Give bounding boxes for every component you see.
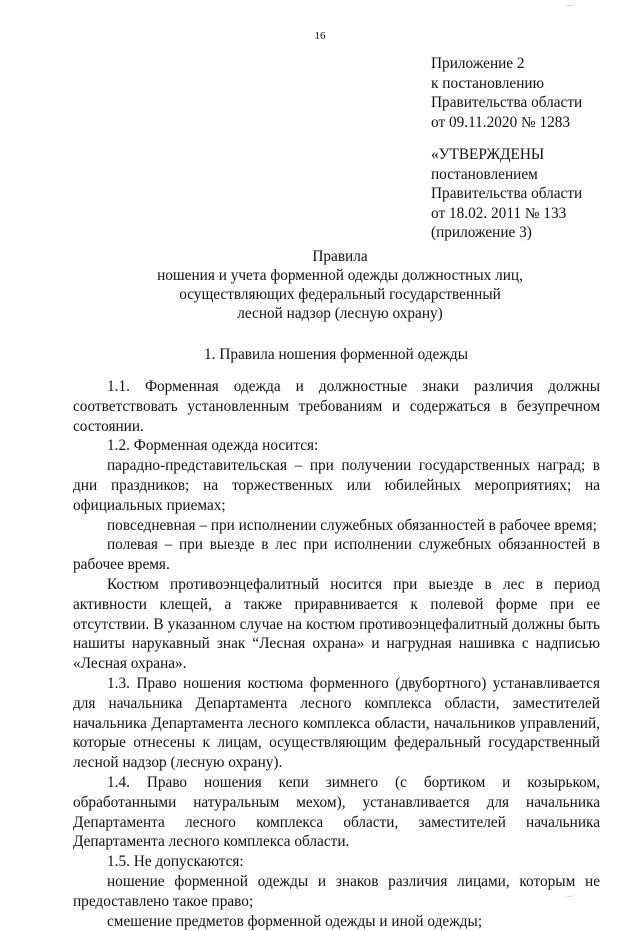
- paragraph: полевая – при выезде в лес при исполнении служебных обязанностей в рабочее время.: [73, 536, 600, 574]
- title-heading: Правила: [312, 248, 368, 265]
- approval-stamp: [431, 145, 582, 243]
- approval-line: «УТВЕРЖДЕНЫ: [431, 146, 545, 163]
- paragraph: 1.3. Право ношения костюма форменного (двубортного) устанавливается для начальника Департамента лесного комплекса области, заместителей начальника Департамента лесного комплекса области, начальников управлений, которые отнесены к лицам, осуществляющим федеральный государственный лесной надзор (лесную охрану).: [73, 674, 600, 772]
- title-line: ношения и учета форменной одежды должностных лиц,: [157, 267, 523, 284]
- paragraph: смешение предметов форменной одежды и иной одежды;: [107, 912, 483, 930]
- title-line: лесной надзор (лесную охрану): [237, 305, 443, 322]
- paragraph: 1.5. Не допускаются:: [107, 853, 244, 871]
- scan-mark-top: .....·: [566, 2, 576, 8]
- paragraph: Костюм противоэнцефалитный носится при выезде в лес в период активности клещей, а также приравнивается к полевой форме при ее отсутствии. В указанном случае на костюм противоэнцефалитный должны быть нашиты нарукавный знак “Лесная охрана» и нагрудная нашивка с надписью «Лесная охрана».: [73, 575, 600, 673]
- section-heading: 1. Правила ношения форменной одежды: [204, 346, 468, 363]
- document-title: [0, 247, 640, 323]
- approval-line: от 18.02. 2011 № 133: [431, 204, 567, 222]
- paragraph: 1.1. Форменная одежда и должностные знаки различия должны соответствовать установленным требованиям и содержаться в безупречном состоянии.: [73, 378, 600, 435]
- paragraph: 1.2. Форменная одежда носится:: [107, 437, 319, 455]
- paragraph: повседневная – при исполнении служебных обязанностей в рабочее время;: [107, 516, 597, 534]
- approval-line: (приложение 3): [431, 224, 532, 241]
- attachment-line: Приложение 2: [431, 55, 525, 72]
- paragraph: 1.4. Право ношения кепи зимнего (с бортиком и козырьком, обработанными натуральным мехом), устанавливается для начальника Департамента лесного комплекса области, заместителей начальника Департамента лесного комплекса области.: [73, 773, 600, 851]
- attachment-line: Правительства области: [431, 94, 583, 111]
- paragraph: парадно-представительская – при получении государственных наград; в дни праздников; на торжественных или юбилейных мероприятиях; на официальных приемах;: [73, 457, 600, 514]
- scan-mark-bottom: .....·: [566, 893, 576, 899]
- paragraph: ношение форменной одежды и знаков различия лицами, которым не предоставлено такое право;: [73, 872, 600, 910]
- page-number: 16: [314, 30, 326, 42]
- approval-line: Правительства области: [431, 185, 583, 202]
- attachment-line: к постановлению: [431, 74, 545, 92]
- attachment-reference: [431, 54, 582, 132]
- document-body: [73, 377, 600, 931]
- attachment-line: от 09.11.2020 № 1283: [431, 113, 571, 131]
- title-line: осуществляющих федеральный государственный: [179, 286, 501, 303]
- approval-line: постановлением: [431, 165, 538, 183]
